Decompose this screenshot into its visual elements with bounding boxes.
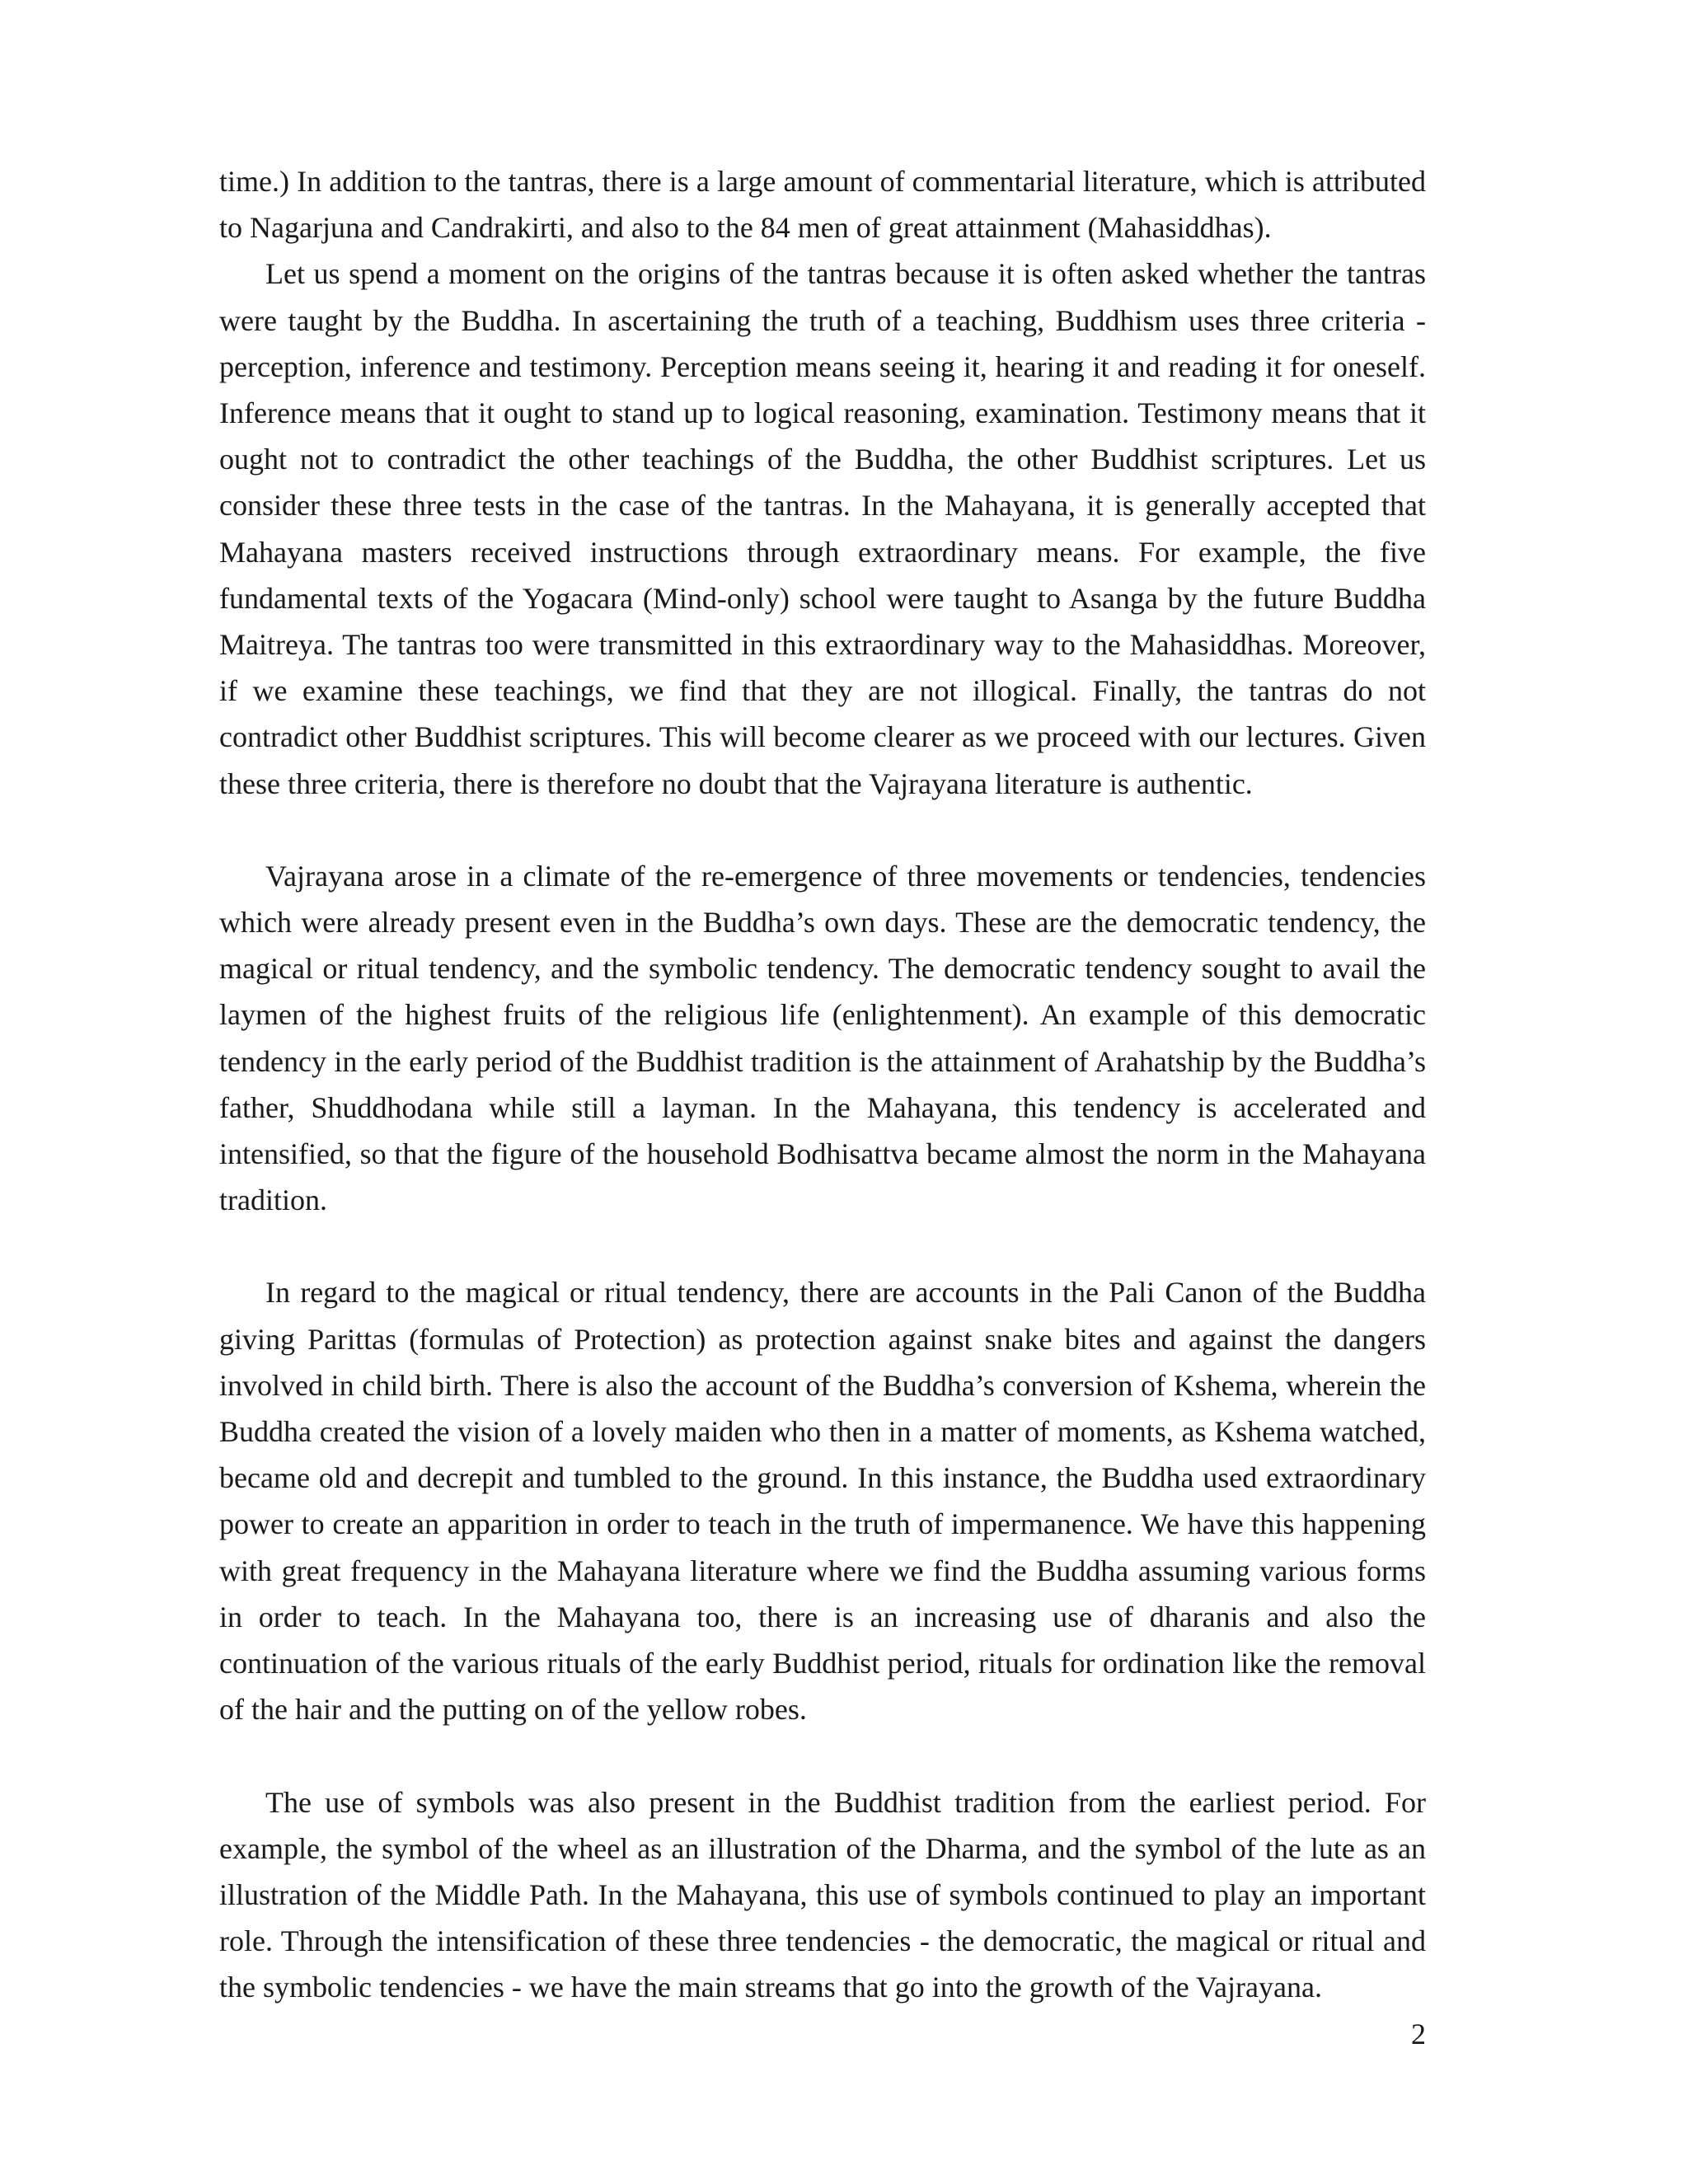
document-body [219, 158, 1426, 2011]
paragraph-three-tendencies: Vajrayana arose in a climate of the re-emergence of three movements or tendencies, tendencies which were already present even in the Buddha’s own days. These are the democratic tendency, the magical or ritual tendency, and the symbolic tendency. The democratic tendency sought to avail the laymen of the highest fruits of the religious life (enlightenment). An example of this democratic tendency in the early period of the Buddhist tradition is the attainment of Arahatship by the Buddha’s father, Shuddhodana while still a layman. In the Mahayana, this tendency is accelerated and intensified, so that the figure of the household Bodhisattva became almost the norm in the Mahayana tradition. [219, 859, 1426, 1217]
paragraph-magical-tendency: In regard to the magical or ritual tendency, there are accounts in the Pali Canon of the Buddha giving Parittas (formulas of Protection) as protection against snake bites and against the dangers involved in child birth. There is also the account of the Buddha’s conversion of Kshema, wherein the Buddha created the vision of a lovely maiden who then in a matter of moments, as Kshema watched, became old and decrepit and tumbled to the ground. In this instance, the Buddha used extraordinary power to create an apparition in order to teach in the truth of impermanence. We have this happening with great frequency in the Mahayana literature where we find the Buddha assuming various forms in order to teach. In the Mahayana too, there is an increasing use of dharanis and also the continuation of the various rituals of the early Buddhist period, rituals for ordination like the removal of the hair and the putting on of the yellow robes. [219, 1276, 1426, 1727]
paragraph-tantra-origins: Let us spend a moment on the origins of the tantras because it is often asked whether the tantras were taught by the Buddha. In ascertaining the truth of a teaching, Buddhism uses three criteria - perception, inference and testimony. Perception means seeing it, hearing it and reading it for oneself. Inference means that it ought to stand up to logical reasoning, examination. Testimony means that it ought not to contradict the other teachings of the Buddha, the other Buddhist scriptures. Let us consider these three tests in the case of the tantras. In the Mahayana, it is generally accepted that Mahayana masters received instructions through extraordinary means. For example, the five fundamental texts of the Yogacara (Mind-only) school were taught to Asanga by the future Buddha Maitreya. The tantras too were transmitted in this extraordinary way to the Mahasiddhas. Moreover, if we examine these teachings, we find that they are not illogical. Finally, the tantras do not contradict other Buddhist scriptures. This will become clearer as we proceed with our lectures. Given these three criteria, there is therefore no doubt that the Vajrayana literature is authentic. [219, 257, 1426, 800]
page-number: 2 [1411, 2018, 1426, 2050]
paragraph-symbolic-tendency: The use of symbols was also present in the Buddhist tradition from the earliest period. For example, the symbol of the wheel as an illustration of the Dharma, and the symbol of the lute as an illustration of the Middle Path. In the Mahayana, this use of symbols continued to play an important role. Through the intensification of these three tendencies - the democratic, the magical or ritual and the symbolic tendencies - we have the main streams that go into the growth of the Vajrayana. [219, 1785, 1426, 2004]
paragraph-continuation: time.) In addition to the tantras, there is a large amount of commentarial literature, which is attributed to Nagarjuna and Candrakirti, and also to the 84 men of great attainment (Mahasiddhas). [219, 165, 1426, 245]
